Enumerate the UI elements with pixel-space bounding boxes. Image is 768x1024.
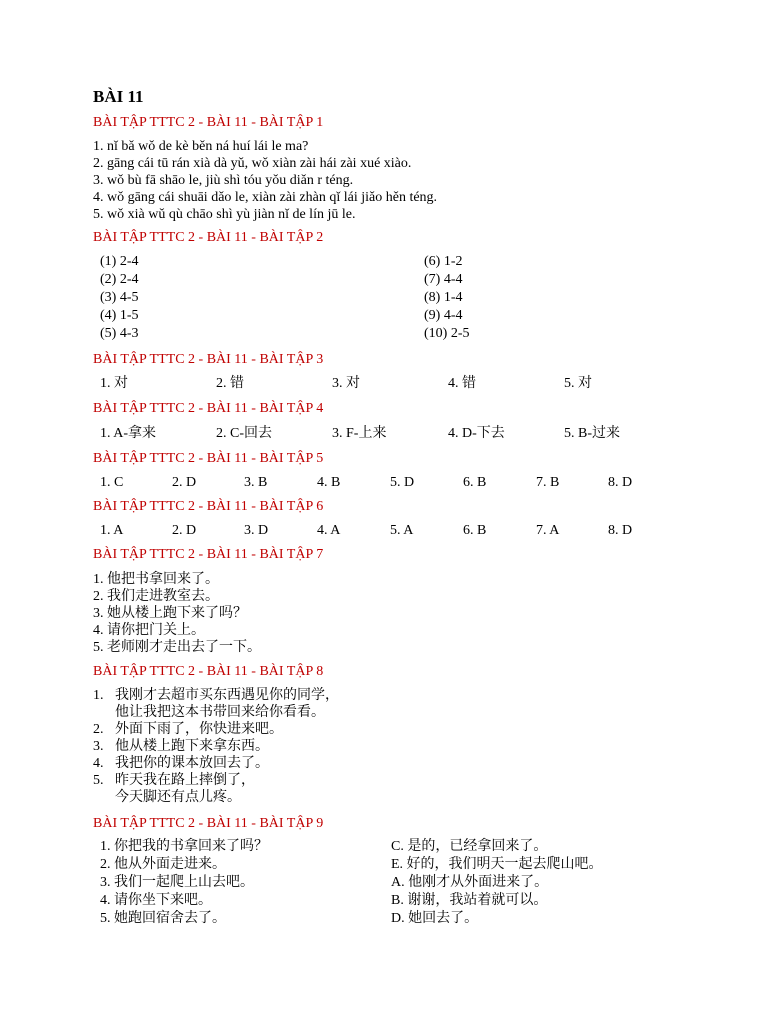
answer-item: 1. C (100, 475, 124, 490)
item-line: 我把你的课本放回去了。 (115, 756, 269, 771)
section-heading-2: BÀI TẬP TTTC 2 - BÀI 11 - BÀI TẬP 2 (93, 230, 324, 245)
item-number: 1. (93, 688, 104, 703)
answer-item: 4. B (317, 475, 341, 490)
exercise-3-answers (100, 375, 624, 393)
answer-item: 1. 对 (100, 376, 128, 391)
exercise-1-list (93, 138, 437, 223)
list-item: 4. 请你坐下来吧。 (100, 893, 212, 908)
answer-item: 2. D (172, 475, 197, 490)
item-line: 昨天我在路上摔倒了， (115, 773, 255, 788)
list-item: 5. 老师刚才走出去了一下。 (93, 640, 261, 655)
list-item (93, 721, 339, 738)
item-number: 4. (93, 756, 104, 771)
item-line: 今天脚还有点儿疼。 (115, 790, 241, 805)
answer-item: 4. D-下去 (448, 426, 505, 441)
list-item: 4. 请你把门关上。 (93, 623, 205, 638)
list-item: 3. 她从楼上跑下来了吗？ (93, 606, 247, 621)
list-item: 2. gāng cái tū rán xià dà yǔ, wǒ xiàn zài hái zài xué xiào. (93, 156, 412, 171)
section-heading-3: BÀI TẬP TTTC 2 - BÀI 11 - BÀI TẬP 3 (93, 352, 324, 367)
section-heading-7: BÀI TẬP TTTC 2 - BÀI 11 - BÀI TẬP 7 (93, 547, 324, 562)
answer-item: 2. D (172, 523, 197, 538)
answer-item: 7. B (536, 475, 560, 490)
answer-item: 3. F-上来 (332, 426, 387, 441)
exercise-4-answers (100, 425, 644, 443)
answer-item: 6. B (463, 475, 487, 490)
answer-item: 3. D (244, 523, 269, 538)
list-item: (6) 1-2 (424, 254, 463, 269)
answer-item: 5. B-过来 (564, 426, 620, 441)
list-item: (4) 1-5 (100, 308, 139, 323)
item-line: 外面下雨了，你快进来吧。 (115, 722, 283, 737)
exercise-9-right-column (391, 838, 603, 928)
answer-item: 1. A-拿来 (100, 426, 156, 441)
exercise-2-right-column (424, 253, 470, 343)
list-item: (10) 2-5 (424, 326, 470, 341)
answer-item: 3. 对 (332, 376, 360, 391)
list-item: 5. 她跑回宿舍去了。 (100, 911, 226, 926)
list-item: D. 她回去了。 (391, 911, 479, 926)
list-item: 3. wǒ bù fā shāo le, jiù shì tóu yǒu diǎn r téng. (93, 173, 354, 188)
list-item (93, 755, 339, 772)
list-item: (9) 4-4 (424, 308, 463, 323)
answer-item: 3. B (244, 475, 268, 490)
list-item: (5) 4-3 (100, 326, 139, 341)
exercise-9-left-column (100, 838, 268, 928)
list-item: 1. nǐ bǎ wǒ de kè běn ná huí lái le ma? (93, 139, 309, 154)
list-item (93, 772, 339, 806)
answer-item: 8. D (608, 475, 633, 490)
section-heading-5: BÀI TẬP TTTC 2 - BÀI 11 - BÀI TẬP 5 (93, 451, 324, 466)
list-item: E. 好的，我们明天一起去爬山吧。 (391, 857, 603, 872)
section-heading-6: BÀI TẬP TTTC 2 - BÀI 11 - BÀI TẬP 6 (93, 499, 324, 514)
answer-item: 2. C-回去 (216, 426, 272, 441)
list-item: (1) 2-4 (100, 254, 139, 269)
exercise-5-answers (100, 474, 648, 492)
answer-item: 5. A (390, 523, 414, 538)
answer-item: 1. A (100, 523, 124, 538)
section-heading-8: BÀI TẬP TTTC 2 - BÀI 11 - BÀI TẬP 8 (93, 664, 324, 679)
exercise-7-list (93, 571, 261, 656)
list-item (93, 687, 339, 721)
item-line: 我刚才去超市买东西遇见你的同学， (115, 688, 339, 703)
item-line: 他从楼上跑下来拿东西。 (115, 739, 269, 754)
answer-item: 2. 错 (216, 376, 244, 391)
list-item: 4. wǒ gāng cái shuāi dǎo le, xiàn zài zhàn qǐ lái jiǎo hěn téng. (93, 190, 438, 205)
list-item: 2. 他从外面走进来。 (100, 857, 226, 872)
list-item: 5. wǒ xià wǔ qù chāo shì yù jiàn nǐ de lín jū le. (93, 207, 356, 222)
list-item: 2. 我们走进教室去。 (93, 589, 219, 604)
list-item: A. 他刚才从外面进来了。 (391, 875, 549, 890)
list-item: (7) 4-4 (424, 272, 463, 287)
section-heading-4: BÀI TẬP TTTC 2 - BÀI 11 - BÀI TẬP 4 (93, 401, 324, 416)
exercise-8-list (93, 687, 339, 806)
list-item: 1. 你把我的书拿回来了吗？ (100, 839, 268, 854)
list-item: B. 谢谢，我站着就可以。 (391, 893, 548, 908)
list-item: 3. 我们一起爬上山去吧。 (100, 875, 254, 890)
list-item: (2) 2-4 (100, 272, 139, 287)
exercise-2-left-column (100, 253, 139, 343)
list-item (93, 738, 339, 755)
answer-item: 5. D (390, 475, 415, 490)
section-heading-9: BÀI TẬP TTTC 2 - BÀI 11 - BÀI TẬP 9 (93, 816, 324, 831)
list-item: (3) 4-5 (100, 290, 139, 305)
answer-item: 4. 错 (448, 376, 476, 391)
item-line: 他让我把这本书带回来给你看看。 (115, 705, 325, 720)
section-heading-1: BÀI TẬP TTTC 2 - BÀI 11 - BÀI TẬP 1 (93, 115, 324, 130)
exercise-6-answers (100, 522, 648, 540)
page-title: BÀI 11 (93, 87, 144, 106)
item-number: 5. (93, 773, 104, 788)
list-item: 1. 他把书拿回来了。 (93, 572, 219, 587)
list-item: C. 是的，已经拿回来了。 (391, 839, 548, 854)
answer-item: 6. B (463, 523, 487, 538)
list-item: (8) 1-4 (424, 290, 463, 305)
item-number: 3. (93, 739, 104, 754)
item-number: 2. (93, 722, 104, 737)
answer-item: 7. A (536, 523, 560, 538)
answer-item: 5. 对 (564, 376, 592, 391)
answer-item: 4. A (317, 523, 341, 538)
answer-item: 8. D (608, 523, 633, 538)
